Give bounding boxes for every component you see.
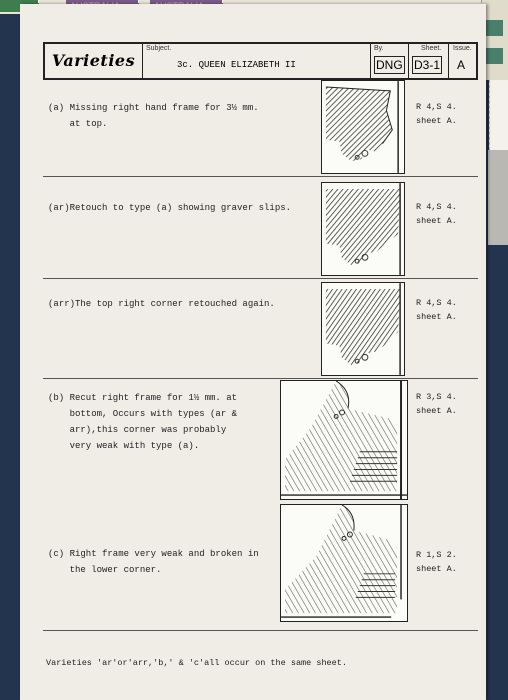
sheet-value: D3-1	[414, 58, 441, 72]
variety-a-text: (a) Missing right hand frame for 3½ mm. at top.	[48, 103, 259, 129]
issue-label: Issue.	[453, 45, 472, 52]
variety-b-sheet: sheet A.	[416, 406, 457, 416]
sheet-cell	[409, 44, 449, 78]
sheet-label: Sheet.	[421, 45, 442, 52]
footer-note: Varieties 'ar'or'arr,'b,' & 'c'all occur on the same sheet.	[46, 658, 347, 668]
variety-a-illustration	[321, 80, 405, 174]
page-title: Varieties	[45, 44, 143, 78]
subject-cell	[143, 44, 371, 78]
subject-value: 3c. QUEEN ELIZABETH II	[177, 60, 296, 70]
by-label: By.	[374, 45, 384, 52]
by-cell	[371, 44, 409, 78]
variety-ar-position: R 4,S 4.	[416, 202, 457, 212]
variety-a-reference	[416, 100, 457, 128]
by-value: DNG	[376, 58, 403, 72]
variety-ar-sheet: sheet A.	[416, 216, 457, 226]
variety-b-reference	[416, 390, 457, 418]
variety-arr-text: (arr)The top right corner retouched again.	[48, 299, 275, 309]
variety-arr-illustration	[321, 282, 405, 376]
variety-ar-text: (ar)Retouch to type (a) showing graver slips.	[48, 203, 292, 213]
section-divider	[43, 278, 478, 279]
variety-c-position: R 1,S 2.	[416, 550, 457, 560]
variety-b-text: (b) Recut right frame for 1½ mm. at bottom, Occurs with types (ar & arr),this corner was probably very weak with type (a).	[48, 393, 238, 451]
variety-arr-reference	[416, 296, 457, 324]
variety-c-illustration	[280, 504, 408, 622]
variety-arr-position: R 4,S 4.	[416, 298, 457, 308]
subject-label: Subject.	[146, 45, 172, 52]
background-paper	[489, 80, 508, 150]
album-page	[20, 4, 486, 700]
variety-b-position: R 3,S 4.	[416, 392, 457, 402]
variety-c-text: (c) Right frame very weak and broken in the lower corner.	[48, 549, 259, 575]
issue-cell	[449, 44, 476, 78]
page-header	[43, 42, 478, 80]
variety-a-sheet: sheet A.	[416, 116, 457, 126]
section-divider	[43, 176, 478, 177]
variety-a-position: R 4,S 4.	[416, 102, 457, 112]
variety-c-sheet: sheet A.	[416, 564, 457, 574]
background-card	[488, 150, 508, 245]
variety-ar-reference	[416, 200, 457, 228]
variety-c-reference	[416, 548, 457, 576]
variety-ar-illustration	[321, 182, 405, 276]
section-divider	[43, 378, 478, 379]
section-divider	[43, 630, 478, 631]
issue-value: A	[457, 58, 466, 72]
variety-b-illustration	[280, 380, 408, 500]
variety-arr-sheet: sheet A.	[416, 312, 457, 322]
